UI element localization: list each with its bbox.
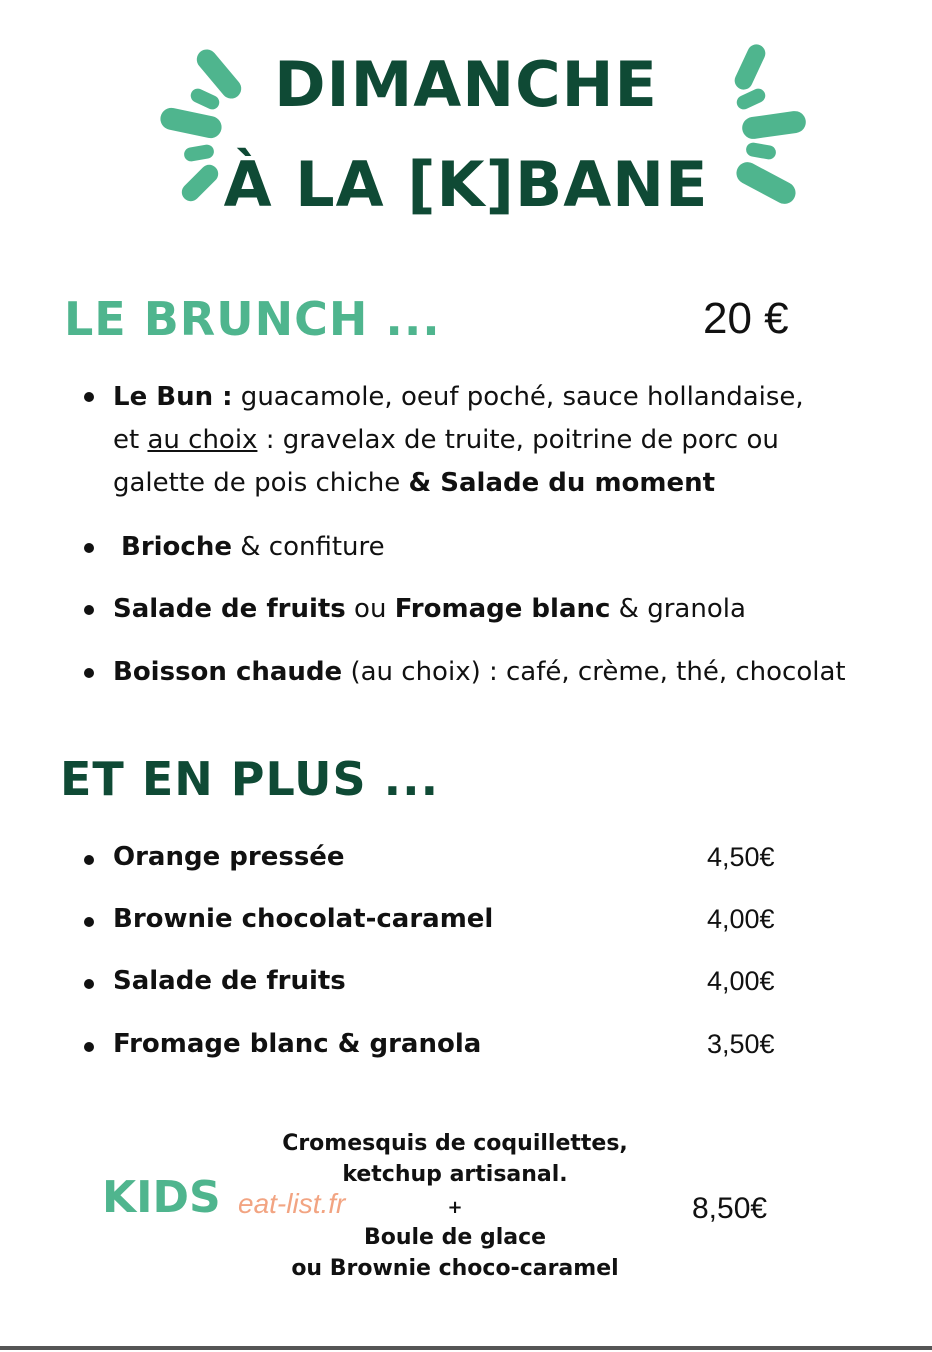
extra-item-name: Orange pressée [113,842,345,872]
kids-line: ketchup artisanal. [342,1162,568,1187]
bullet-icon [84,605,94,615]
bullet-icon [84,855,94,865]
fromage-label: Fromage blanc [394,594,611,624]
drink-label: Boisson chaude [113,657,343,687]
page-title-line1: DIMANCHE [274,48,658,121]
kids-line: Boule de glace [363,1225,547,1250]
extra-item-price: 4,00€ [707,904,775,934]
bun-desc-3: galette de pois chiche [113,468,409,498]
bullet-icon [84,392,94,402]
brioche-label: Brioche [121,532,232,562]
brunch-item-fruit [113,588,746,631]
bun-choice-underlined: au choix [147,425,258,455]
bun-desc-1: guacamole, oeuf poché, sauce hollandaise, [232,382,804,412]
bun-desc-2b: : gravelax de truite, poitrine de porc ou [257,425,779,455]
bun-label: Le Bun : [113,382,233,412]
kids-line: ou Brownie choco-caramel [291,1256,619,1281]
extra-item-price: 3,50€ [707,1029,775,1059]
bun-salad: & Salade du moment [408,468,716,498]
drink-desc: (au choix) : café, crème, thé, chocolat [342,657,846,687]
extras-heading: ET EN PLUS ... [60,752,440,806]
bullet-icon [84,979,94,989]
brunch-item-drink [113,651,846,694]
extra-item-price: 4,00€ [707,966,775,996]
kids-price: 8,50€ [692,1192,768,1225]
bun-desc-2a: et [113,425,148,455]
extra-item-price: 4,50€ [707,842,775,872]
granola-desc: & granola [610,594,746,624]
extra-item-name: Salade de fruits [113,966,346,996]
kids-line: Cromesquis de coquillettes, [282,1131,628,1156]
fruit-or: ou [345,594,395,624]
bullet-icon [84,917,94,927]
brioche-desc: & confiture [231,532,385,562]
extra-item-name: Brownie chocolat-caramel [113,904,494,934]
brunch-item-brioche [121,526,385,569]
extra-item-name: Fromage blanc & granola [113,1029,482,1059]
watermark: eat-list.fr [238,1188,346,1219]
bottom-divider [0,1346,932,1350]
brunch-price: 20 € [703,294,789,343]
fruit-label: Salade de fruits [113,594,346,624]
bullet-icon [84,1042,94,1052]
kids-line-plus: + [447,1197,463,1218]
bullet-icon [84,668,94,678]
brunch-heading: LE BRUNCH ... [64,292,441,346]
bullet-icon [84,543,94,553]
kids-heading: KIDS [102,1172,221,1223]
page-title-line2: À LA [K]BANE [223,148,709,221]
brunch-item-bun [113,376,873,505]
